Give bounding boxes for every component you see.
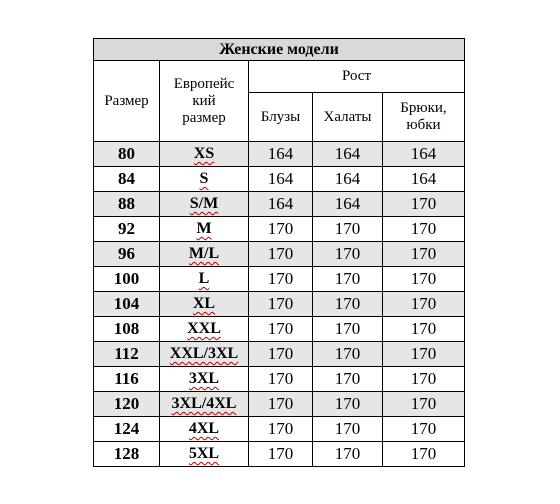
table-row (94, 167, 465, 192)
pants-height-value: 164 (383, 142, 465, 167)
height-header: Рост (249, 61, 465, 93)
size-header: Размер (94, 61, 160, 142)
euro-size-header (160, 61, 249, 142)
size-value: 92 (94, 217, 160, 242)
blouses-height-value: 170 (249, 292, 313, 317)
pants-height-value: 170 (383, 367, 465, 392)
table-row (94, 417, 465, 442)
robes-height-value: 170 (313, 217, 383, 242)
table-row (94, 267, 465, 292)
robes-height-value: 170 (313, 417, 383, 442)
table-row (94, 242, 465, 267)
pants-height-value: 170 (383, 317, 465, 342)
euro-size-value: 5XL (160, 442, 249, 467)
robes-height-value: 164 (313, 142, 383, 167)
blouses-height-value: 170 (249, 267, 313, 292)
euro-size-value: 4XL (160, 417, 249, 442)
pants-height-value: 164 (383, 167, 465, 192)
euro-size-value: S/M (160, 192, 249, 217)
euro-size-value: XXL/3XL (160, 342, 249, 367)
robes-height-value: 164 (313, 192, 383, 217)
robes-height-value: 170 (313, 242, 383, 267)
robes-height-value: 170 (313, 267, 383, 292)
table-row (94, 442, 465, 467)
euro-size-value: L (160, 267, 249, 292)
table-title: Женские модели (94, 39, 465, 61)
blouses-height-value: 170 (249, 342, 313, 367)
title-row (94, 39, 465, 61)
euro-size-value: XXL (160, 317, 249, 342)
table-row (94, 367, 465, 392)
size-value: 120 (94, 392, 160, 417)
table-body (94, 39, 465, 467)
size-chart-table (93, 38, 465, 467)
size-value: 112 (94, 342, 160, 367)
robes-height-value: 170 (313, 392, 383, 417)
robes-height-value: 170 (313, 367, 383, 392)
blouses-height-value: 170 (249, 392, 313, 417)
pants-height-value: 170 (383, 267, 465, 292)
euro-size-value: 3XL/4XL (160, 392, 249, 417)
robes-height-value: 170 (313, 317, 383, 342)
size-value: 80 (94, 142, 160, 167)
size-value: 96 (94, 242, 160, 267)
size-value: 128 (94, 442, 160, 467)
size-value: 100 (94, 267, 160, 292)
pants-height-value: 170 (383, 392, 465, 417)
blouses-height-value: 170 (249, 367, 313, 392)
pants-height-value: 170 (383, 192, 465, 217)
blouses-height-value: 164 (249, 192, 313, 217)
pants-height-value: 170 (383, 417, 465, 442)
euro-size-value: M (160, 217, 249, 242)
blouses-height-value: 170 (249, 242, 313, 267)
robes-header: Халаты (313, 93, 383, 142)
table-row (94, 142, 465, 167)
blouses-height-value: 170 (249, 317, 313, 342)
size-value: 84 (94, 167, 160, 192)
table-row (94, 192, 465, 217)
pants-height-value: 170 (383, 242, 465, 267)
pants-height-value: 170 (383, 442, 465, 467)
size-value: 124 (94, 417, 160, 442)
pants-height-value: 170 (383, 342, 465, 367)
size-value: 104 (94, 292, 160, 317)
blouses-height-value: 164 (249, 167, 313, 192)
pants-height-value: 170 (383, 217, 465, 242)
euro-size-value: S (160, 167, 249, 192)
blouses-height-value: 164 (249, 142, 313, 167)
robes-height-value: 170 (313, 342, 383, 367)
blouses-height-value: 170 (249, 442, 313, 467)
table-row (94, 217, 465, 242)
blouses-header: Блузы (249, 93, 313, 142)
euro-size-value: M/L (160, 242, 249, 267)
header-row-1 (94, 61, 465, 93)
blouses-height-value: 170 (249, 417, 313, 442)
euro-size-value: XL (160, 292, 249, 317)
euro-size-header-line-3: размер (182, 109, 226, 126)
euro-size-header-line-1: Европейс (173, 75, 235, 92)
blouses-height-value: 170 (249, 217, 313, 242)
pants-header: Брюки, юбки (383, 93, 465, 142)
pants-height-value: 170 (383, 292, 465, 317)
size-value: 88 (94, 192, 160, 217)
table-row (94, 342, 465, 367)
euro-size-value: XS (160, 142, 249, 167)
robes-height-value: 170 (313, 442, 383, 467)
robes-height-value: 164 (313, 167, 383, 192)
table-row (94, 392, 465, 417)
euro-size-value: 3XL (160, 367, 249, 392)
table-row (94, 292, 465, 317)
size-value: 108 (94, 317, 160, 342)
robes-height-value: 170 (313, 292, 383, 317)
table-row (94, 317, 465, 342)
size-value: 116 (94, 367, 160, 392)
euro-size-header-line-2: кий (192, 92, 216, 109)
